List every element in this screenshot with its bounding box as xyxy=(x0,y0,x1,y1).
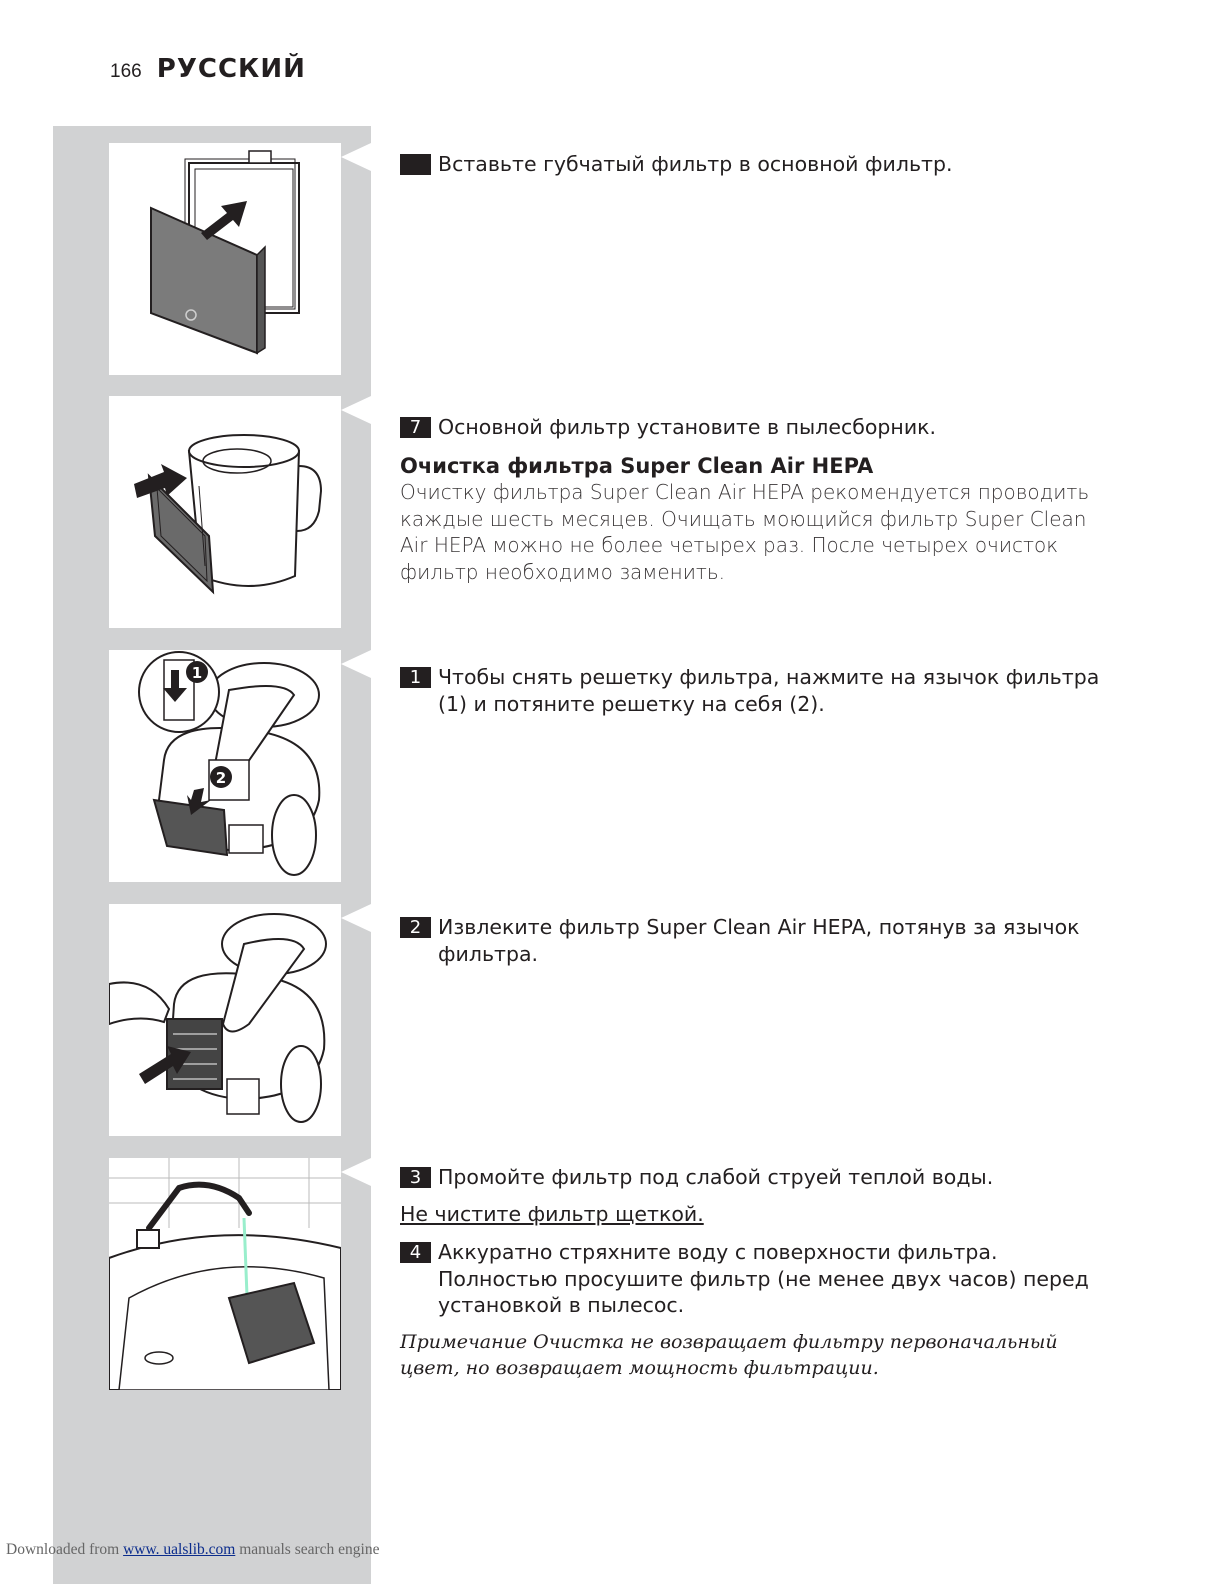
step-insert-sponge xyxy=(400,151,1120,178)
step-number-badge: 1 xyxy=(400,667,431,688)
callout-2-label: 2 xyxy=(215,769,227,787)
step-text: Вставьте губчатый фильтр в основной фильтр. xyxy=(438,152,953,176)
panel-pointer xyxy=(341,396,371,424)
instruction-block-3 xyxy=(400,664,1120,717)
instruction-block-4 xyxy=(400,914,1120,967)
footer-link[interactable]: www. ualslib.com xyxy=(123,1541,236,1558)
step-number-badge: 3 xyxy=(400,1167,431,1188)
step-number-badge xyxy=(400,154,431,175)
instruction-block-2 xyxy=(400,414,1120,585)
page-header xyxy=(110,54,306,84)
panel-pointer xyxy=(341,143,371,171)
step-text: Аккуратно стряхните воду с поверхности фильтра. Полностью просушите фильтр (не менее двух часов) перед установкой в пылесос. xyxy=(438,1240,1089,1317)
step-text: Промойте фильтр под слабой струей теплой воды. xyxy=(438,1165,994,1189)
step-3 xyxy=(400,1164,1120,1191)
footer-prefix: Downloaded from xyxy=(6,1541,120,1558)
callout-1-label: 1 xyxy=(191,664,203,682)
illustration-sponge-filter xyxy=(109,143,341,375)
step-7 xyxy=(400,414,1120,441)
page-language-title: РУССКИЙ xyxy=(156,54,306,84)
step-number-badge: 2 xyxy=(400,917,431,938)
illustration-dust-container xyxy=(109,396,341,628)
panel-pointer xyxy=(341,904,371,932)
footer-suffix: manuals search engine xyxy=(239,1541,380,1558)
step-1 xyxy=(400,664,1120,717)
illustration-pull-hepa-filter xyxy=(109,904,341,1136)
step-number-badge: 7 xyxy=(400,417,431,438)
step-2 xyxy=(400,914,1120,967)
panel-pointer xyxy=(341,1158,371,1186)
instruction-block-5 xyxy=(400,1164,1120,1382)
hepa-paragraph: Очистку фильтра Super Clean Air HEPA рекомендуется проводить каждые шесть месяцев. Очищать моющийся фильтр Super Clean Air HEPA можно не более четырех раз. После четырех очисток фильтр необходимо заменить. xyxy=(400,480,1090,584)
instruction-block-1 xyxy=(400,151,1120,178)
step-text: Чтобы снять решетку фильтра, нажмите на язычок фильтра (1) и потяните решетку на себя (2). xyxy=(438,665,1100,716)
page-number: 166 xyxy=(110,61,142,82)
footer xyxy=(6,1541,380,1559)
illustration-remove-grille xyxy=(109,650,341,882)
panel-pointer xyxy=(341,650,371,678)
warning-text: Не чистите фильтр щеткой. xyxy=(400,1201,704,1226)
step-number-badge: 4 xyxy=(400,1242,431,1263)
step-text: Извлеките фильтр Super Clean Air HEPA, потянув за язычок фильтра. xyxy=(438,915,1080,966)
section-heading-hepa: Очистка фильтра Super Clean Air HEPA xyxy=(400,453,874,478)
step-4 xyxy=(400,1239,1120,1319)
illustration-rinse-filter xyxy=(109,1158,341,1390)
note-text: Примечание Очистка не возвращает фильтру первоначальный цвет, но возвращает мощность фильтрации. xyxy=(400,1330,1058,1379)
step-text: Основной фильтр установите в пылесборник. xyxy=(438,415,937,439)
